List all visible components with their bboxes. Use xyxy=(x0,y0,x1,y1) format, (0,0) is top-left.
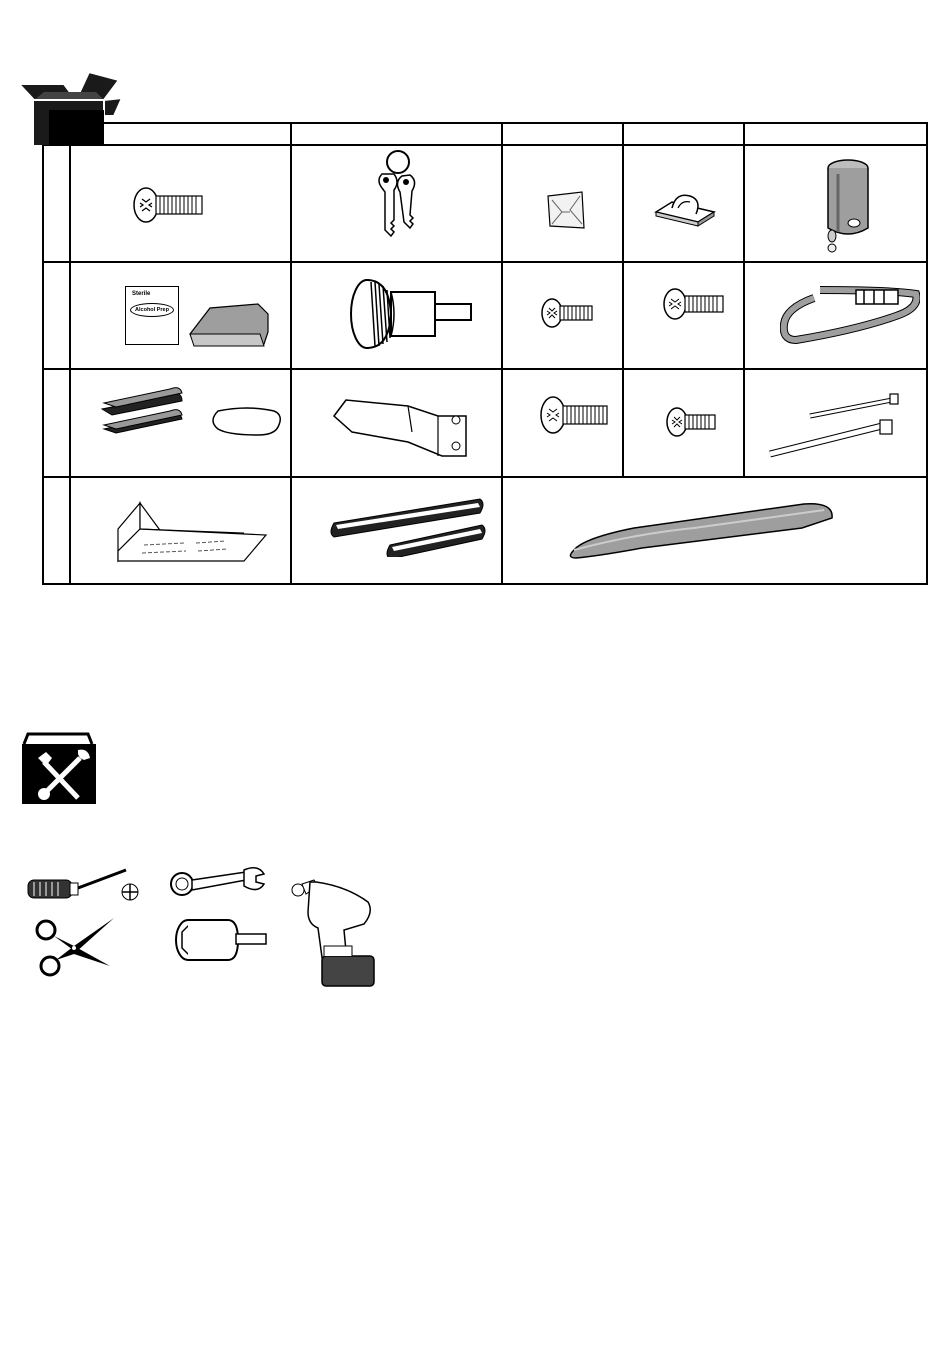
screw-medium-icon xyxy=(540,296,596,330)
keys-icon xyxy=(368,148,428,240)
strap-icon xyxy=(780,282,920,344)
alcohol-prep-sterile-label: Sterile xyxy=(132,291,151,297)
phillips-screwdriver-icon xyxy=(26,862,146,906)
drill-icon xyxy=(288,876,378,990)
alcohol-prep-icon xyxy=(125,286,179,345)
socket-icon xyxy=(172,914,270,970)
knob-icon xyxy=(345,274,475,354)
foam-pad-icon xyxy=(186,300,272,350)
screw-small-icon xyxy=(664,404,720,440)
alcohol-prep-label: Alcohol Prep xyxy=(130,303,174,317)
toolbox-icon xyxy=(20,732,98,806)
screw-large-icon xyxy=(538,394,610,436)
rubber-pad-icon xyxy=(210,405,282,439)
wrench-icon xyxy=(168,864,266,898)
angle-bracket-icon xyxy=(112,495,272,563)
hook-loop-strips-icon xyxy=(98,385,188,443)
foam-rail-icon xyxy=(568,502,838,562)
screw-large-icon xyxy=(130,185,210,225)
box-icon xyxy=(14,70,124,148)
screw-medium-icon xyxy=(661,286,727,322)
cable-ties-icon xyxy=(766,392,902,462)
lock-cylinder-icon xyxy=(818,158,878,258)
cable-clip-icon xyxy=(650,188,720,230)
rubber-strips-icon xyxy=(328,495,488,557)
scissors-icon xyxy=(34,914,116,982)
adhesive-pad-icon xyxy=(544,188,588,232)
mounting-bracket-icon xyxy=(330,392,470,462)
